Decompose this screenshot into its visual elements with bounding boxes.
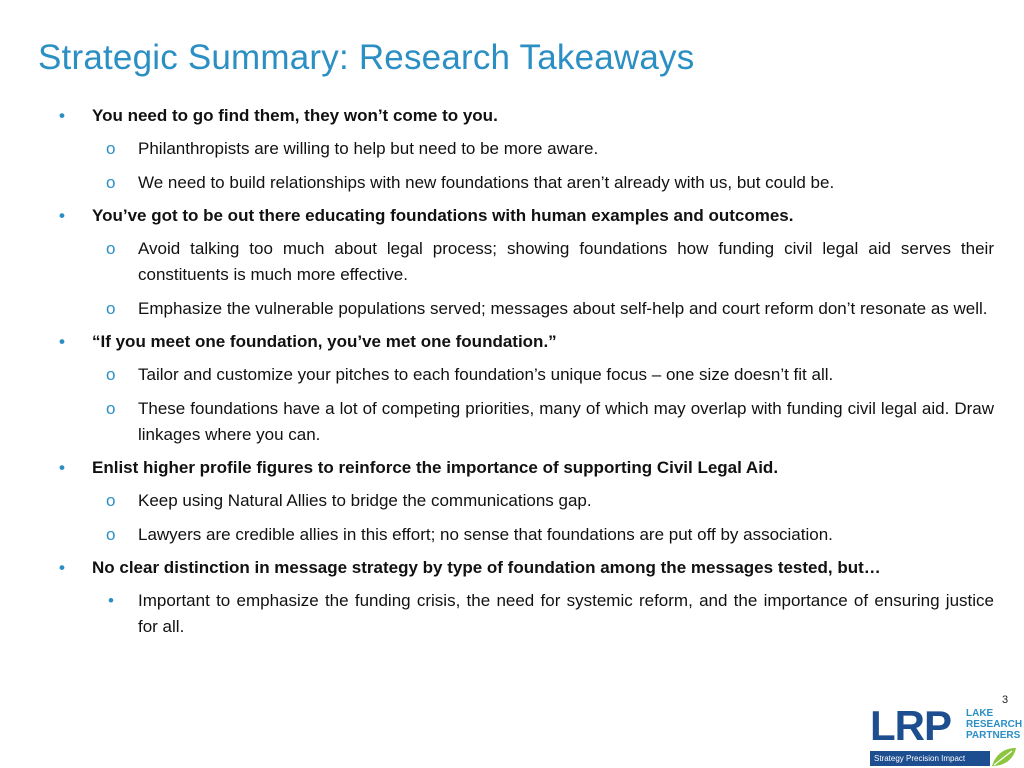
takeaway-3-sub-2 bbox=[0, 396, 1024, 448]
takeaway-1 bbox=[0, 104, 1024, 128]
takeaway-4-sub-1 bbox=[0, 488, 1024, 514]
circle-marker: o bbox=[106, 173, 116, 192]
logo-letters: LRP bbox=[870, 702, 951, 749]
circle-marker: o bbox=[106, 525, 116, 544]
circle-marker: o bbox=[106, 139, 116, 158]
logo-word-partners: PARTNERS bbox=[966, 730, 1021, 741]
sub-text: Lawyers are credible allies in this effort; no sense that foundations are put off by association. bbox=[138, 525, 833, 544]
takeaways-list bbox=[0, 104, 1024, 648]
logo-word-lake: LAKE bbox=[966, 708, 994, 719]
leaf-icon bbox=[990, 746, 1018, 768]
bullet-marker: • bbox=[59, 206, 65, 225]
circle-marker: o bbox=[106, 365, 116, 384]
takeaway-2-sub-2 bbox=[0, 296, 1024, 322]
takeaway-1-text: You need to go find them, they won’t come to you. bbox=[92, 106, 498, 125]
takeaway-4-sub-2 bbox=[0, 522, 1024, 548]
circle-marker: o bbox=[106, 491, 116, 510]
takeaway-3 bbox=[0, 330, 1024, 354]
sub-text: Keep using Natural Allies to bridge the communications gap. bbox=[138, 491, 592, 510]
takeaway-5-text: No clear distinction in message strategy by type of foundation among the messages tested, but… bbox=[92, 558, 881, 577]
dot-marker: • bbox=[108, 591, 114, 610]
circle-marker: o bbox=[106, 299, 116, 318]
logo-wordmark bbox=[966, 708, 1022, 741]
sub-text: Emphasize the vulnerable populations served; messages about self-help and court reform don’t resonate as well. bbox=[138, 299, 988, 318]
sub-text: Avoid talking too much about legal process; showing foundations how funding civil legal aid serves their constituents is much more effective. bbox=[138, 239, 994, 284]
circle-marker: o bbox=[106, 399, 116, 418]
bullet-marker: • bbox=[59, 332, 65, 351]
sub-text: Tailor and customize your pitches to each foundation’s unique focus – one size doesn’t fit all. bbox=[138, 365, 834, 384]
takeaway-1-sub-1 bbox=[0, 136, 1024, 162]
takeaway-4-text: Enlist higher profile figures to reinforce the importance of supporting Civil Legal Aid. bbox=[92, 458, 779, 477]
takeaway-2-text: You’ve got to be out there educating foundations with human examples and outcomes. bbox=[92, 206, 794, 225]
bullet-marker: • bbox=[59, 458, 65, 477]
page-number: 3 bbox=[1002, 694, 1009, 706]
takeaway-5 bbox=[0, 556, 1024, 580]
takeaway-4 bbox=[0, 456, 1024, 480]
takeaway-1-sub-2 bbox=[0, 170, 1024, 196]
logo-tagline: Strategy Precision Impact bbox=[870, 751, 990, 766]
circle-marker: o bbox=[106, 239, 116, 258]
sub-text: Philanthropists are willing to help but need to be more aware. bbox=[138, 139, 599, 158]
takeaway-3-text: “If you meet one foundation, you’ve met one foundation.” bbox=[92, 332, 557, 351]
takeaway-3-sub-1 bbox=[0, 362, 1024, 388]
takeaway-5-sub-1 bbox=[0, 588, 1024, 640]
takeaway-2 bbox=[0, 204, 1024, 228]
bullet-marker: • bbox=[59, 106, 65, 125]
sub-text: We need to build relationships with new foundations that aren’t already with us, but could be. bbox=[138, 173, 835, 192]
takeaway-2-sub-1 bbox=[0, 236, 1024, 288]
sub-text: These foundations have a lot of competing priorities, many of which may overlap with funding civil legal aid. Draw linkages where you can. bbox=[138, 399, 994, 444]
slide-title: Strategic Summary: Research Takeaways bbox=[38, 38, 695, 77]
bullet-marker: • bbox=[59, 558, 65, 577]
lrp-logo bbox=[870, 702, 1023, 766]
sub-text: Important to emphasize the funding crisis, the need for systemic reform, and the importance of ensuring justice for all. bbox=[138, 591, 994, 636]
logo-word-research: RESEARCH bbox=[966, 719, 1023, 730]
